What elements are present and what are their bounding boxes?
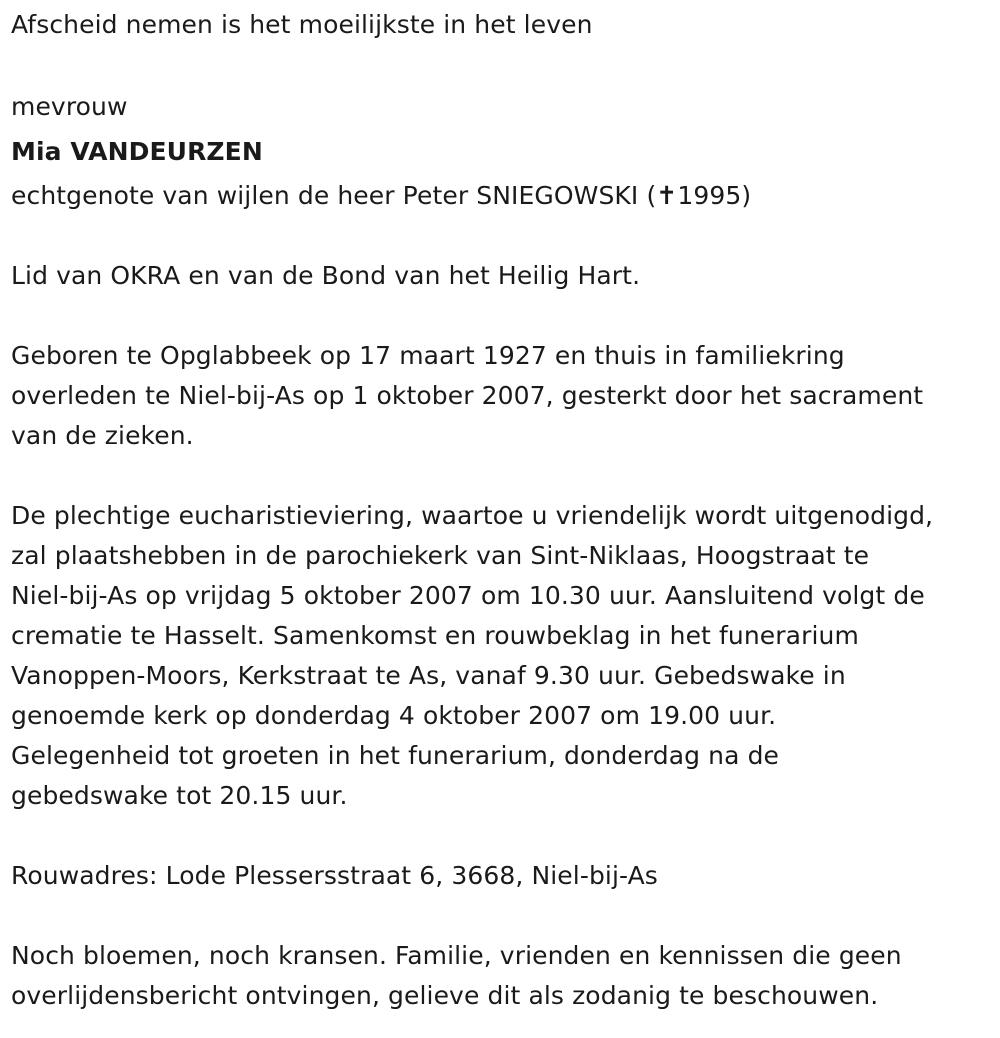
- closing-paragraph: [11, 936, 991, 1016]
- ceremony-line: zal plaatshebben in de parochiekerk van Sint-Niklaas, Hoogstraat te: [11, 541, 870, 570]
- ceremony-line: genoemde kerk op donderdag 4 oktober 2007 om 19.00 uur.: [11, 701, 777, 730]
- person-name: Mia VANDEURZEN: [11, 137, 263, 166]
- ceremony-line: gebedswake tot 20.15 uur.: [11, 781, 348, 810]
- membership-line: Lid van OKRA en van de Bond van het Heilig Hart.: [11, 261, 641, 290]
- ceremony-line: Gelegenheid tot groeten in het funerarium, donderdag na de: [11, 741, 780, 770]
- closing-line: overlijdensbericht ontvingen, gelieve dit als zodanig te beschouwen.: [11, 981, 879, 1010]
- ceremony-line: Vanoppen-Moors, Kerkstraat te As, vanaf 9.30 uur. Gebedswake in: [11, 661, 846, 690]
- ceremony-line: Niel-bij-As op vrijdag 5 oktober 2007 om 10.30 uur. Aansluitend volgt de: [11, 581, 925, 610]
- ceremony-line: crematie te Hasselt. Samenkomst en rouwbeklag in het funerarium: [11, 621, 859, 650]
- birth-death-line: Geboren te Opglabbeek op 17 maart 1927 en thuis in familiekring: [11, 341, 845, 370]
- birth-death-line: overleden te Niel-bij-As op 1 oktober 2007, gesterkt door het sacrament: [11, 381, 924, 410]
- obituary-heading: Afscheid nemen is het moeilijkste in het leven: [11, 10, 593, 39]
- obituary-document: [11, 0, 991, 1016]
- birth-death-line: van de zieken.: [11, 421, 194, 450]
- spouse-line: echtgenote van wijlen de heer Peter SNIEGOWSKI (✝1995): [11, 181, 752, 210]
- birth-death-paragraph: [11, 336, 991, 456]
- person-title: mevrouw: [11, 92, 128, 121]
- closing-line: Noch bloemen, noch kransen. Familie, vrienden en kennissen die geen: [11, 941, 902, 970]
- ceremony-line: De plechtige eucharistieviering, waartoe u vriendelijk wordt uitgenodigd,: [11, 501, 934, 530]
- mourning-address: Rouwadres: Lode Plessersstraat 6, 3668, Niel-bij-As: [11, 861, 658, 890]
- ceremony-paragraph: [11, 496, 991, 816]
